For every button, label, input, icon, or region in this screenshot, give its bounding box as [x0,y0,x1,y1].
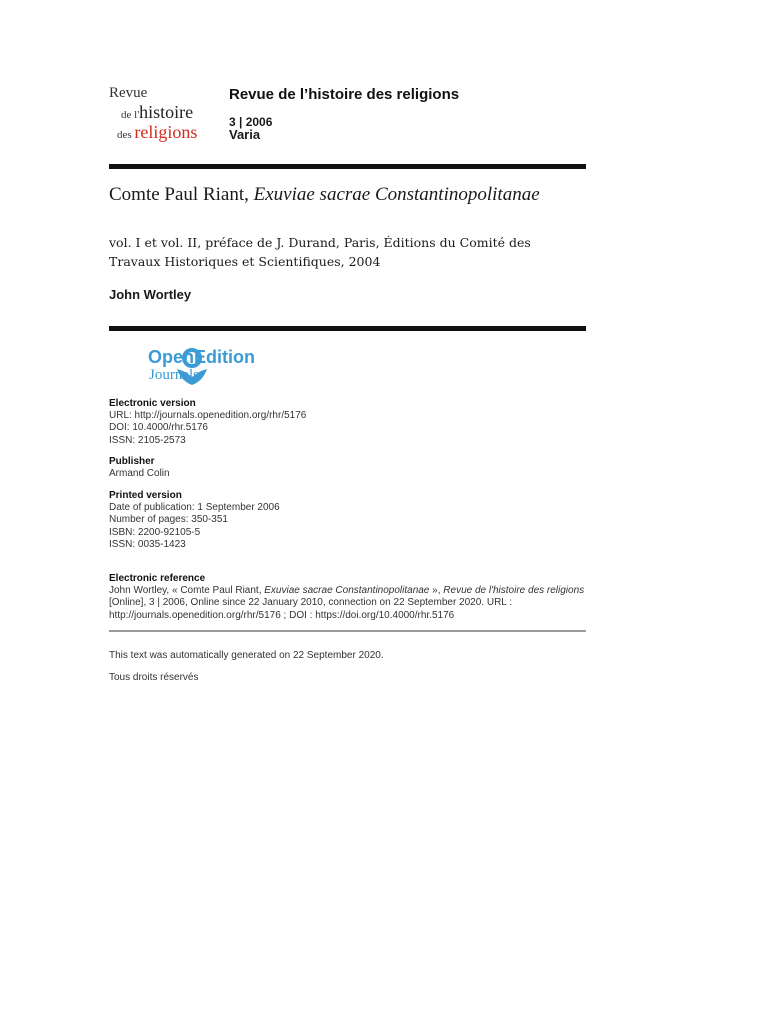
publisher-heading: Publisher [109,456,155,467]
journal-title: Revue de l’histoire des religions [229,86,460,103]
openedition-name: OpenEdition [148,347,255,367]
logo-des: des [117,129,135,141]
rights-note: Tous droits réservés [109,672,199,683]
publisher-name: Armand Colin [109,468,170,480]
generated-note: This text was automatically generated on 22 September 2020. [109,650,384,661]
logo-line-revue: Revue [109,85,148,101]
electronic-issn: ISSN: 2105-2573 [109,434,186,446]
electronic-reference-block [109,573,585,622]
electronic-url[interactable]: URL: http://journals.openedition.org/rhr/5176 [109,410,307,422]
logo-de-l: de l' [121,109,140,121]
article-title [109,183,579,206]
logo-histoire: histoire [139,102,194,122]
section-name: Varia [229,127,261,142]
printed-issn: ISSN: 0035-1423 [109,538,186,550]
printed-isbn: ISBN: 2200-92105-5 [109,526,201,538]
electronic-version-block [109,398,589,447]
printed-pages: Number of pages: 350-351 [109,514,228,526]
issue-number: 3 | 2006 [229,115,273,129]
publisher-block [109,456,589,480]
reference-italic2: Revue de l'histoire des religions [443,585,585,597]
electronic-reference-heading: Electronic reference [109,573,206,584]
article-title-plain: Comte Paul Riant, [109,184,254,205]
openedition-journals: Journals [149,367,199,383]
electronic-version-heading: Electronic version [109,398,196,409]
middle-divider [109,326,586,331]
printed-version-block [109,490,589,551]
reference-part1: John Wortley, « Comte Paul Riant, [109,585,265,597]
article-author: John Wortley [109,287,192,302]
electronic-reference-text [109,585,585,622]
logo-line-religions [117,123,219,142]
top-divider [109,164,586,169]
journal-logo [109,86,219,142]
printed-date: Date of publication: 1 September 2006 [109,502,280,514]
logo-line-histoire [121,103,219,122]
printed-version-heading: Printed version [109,490,182,501]
article-title-italic: Exuviae sacrae Constantinopolitanae [253,184,540,205]
bottom-divider [109,630,586,632]
electronic-doi[interactable]: DOI: 10.4000/rhr.5176 [109,422,208,434]
logo-religions: religions [134,122,198,142]
reference-part3[interactable]: [Online], 3 | 2006, Online since 22 January 2010, connection on 22 September 2020. URL : http://journals.openedition.org/rhr/5176 ; DOI : https://doi.org/10.4000/rhr.5176 [109,597,513,621]
article-subtitle: vol. I et vol. II, préface de J. Durand, Paris, Éditions du Comité des Travaux Historiques et Scientifiques, 2004 [109,235,531,269]
reference-italic1: Exuviae sacrae Constantinopolitanae [264,585,430,597]
reference-part2: », [429,585,444,597]
